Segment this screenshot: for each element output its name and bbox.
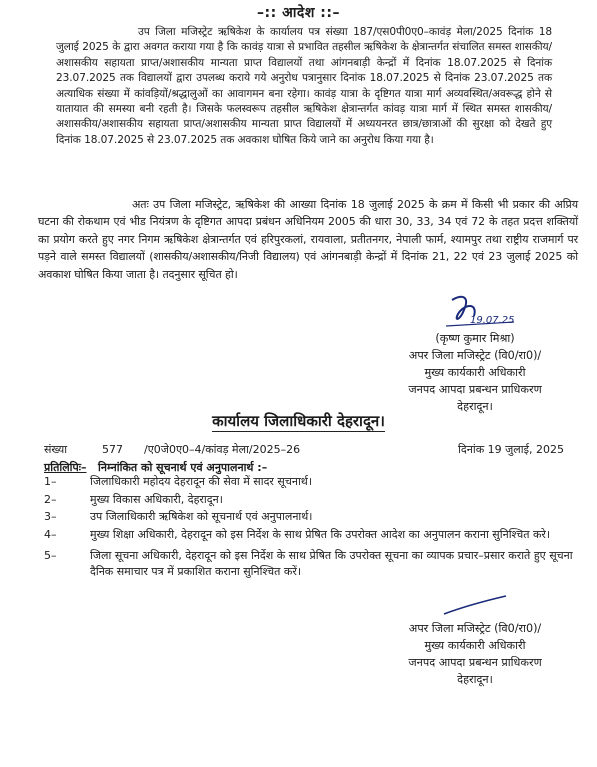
- list-item-text: मुख्य शिक्षा अधिकारी, देहरादून को इस निर्देश के साथ प्रेषित कि उपरोक्त आदेश का अनुपालन कराना सुनिश्चित करे।: [90, 527, 551, 541]
- reference-code: /ए0जे0ए0–4/कांवड़ मेला/2025–26: [144, 443, 301, 456]
- office-title: [0, 414, 597, 429]
- copy-to-text: निम्नांकित को सूचनार्थ एवं अनुपालनार्थ :–: [98, 461, 268, 474]
- recipient-list: [44, 474, 574, 582]
- list-item-number: 4–: [44, 527, 57, 541]
- list-item-number: 1–: [44, 475, 57, 488]
- signature-block-1: [360, 330, 590, 415]
- list-item: [44, 527, 574, 543]
- signatory-designation: अपर जिला मजिस्ट्रेट (वि0/रा0)/: [408, 622, 542, 635]
- reference-number: 577: [102, 443, 123, 456]
- signature-block-2: [360, 620, 590, 688]
- order-paragraph-2: अतः उप जिला मजिस्ट्रेट, ऋषिकेश की आख्या दिनांक 18 जुलाई 2025 के क्रम में किसी भी प्रकार की अप्रिय घटना की रोकथाम एवं भीड नियंत्रण के दृष्टिगत आपदा प्रबंधन अधिनियम 2005 की धारा 30, 33, 34 एवं 72 के तहत प्रदत्त शक्तियों का प्रयोग करते हुए नगर निगम ऋषिकेश क्षेत्रान्तर्गत एवं हरिपुरकलां, रायवाला, प्रतीतनगर, नेपाली फार्म, श्यामपुर तथा राष्ट्रीय राजमार्ग पर पड़ने वाले समस्त विद्यालयों (शासकीय/अशासकीय/निजी विद्यालय) एवं आंगनबाड़ी केन्द्रों में दिनांक 21, 22 एवं 23 जुलाई 2025 को अवकाश घोषित किया जाता है। तदनुसार सूचित हो।: [38, 198, 578, 281]
- list-item-text: उप जिलाधिकारी ऋषिकेश को सूचनार्थ एवं अनुपालनार्थ।: [90, 510, 313, 524]
- signatory-authority: जनपद आपदा प्रबन्धन प्राधिकरण: [408, 383, 542, 396]
- reference-date: दिनांक 19 जुलाई, 2025: [458, 443, 564, 456]
- order-heading: –:: आदेश ::–: [257, 5, 340, 21]
- list-item-number: 2–: [44, 492, 57, 506]
- reference-label: संख्या: [44, 443, 68, 456]
- pen-stroke-mark: [440, 594, 510, 618]
- signatory-place: देहरादून।: [457, 400, 493, 413]
- list-item: [44, 548, 574, 579]
- handwritten-signature: [440, 292, 520, 332]
- signatory-role: मुख्य कार्यकारी अधिकारी: [424, 366, 526, 379]
- order-paragraph-1: उप जिला मजिस्ट्रेट ऋषिकेश के कार्यालय पत्र संख्या 187/एस0पी0ए0–कावंड़ मेला/2025 दिनांक 18 जुलाई 2025 के द्वारा अवगत कराया गया है कि कावंड़ यात्रा से प्रभावित तहसील ऋषिकेश के क्षेत्रान्तर्गत संचालित समस्त शासकीय/अशासकीय सहायता प्राप्त/अशासकीय मान्यता प्राप्त विद्यालयों तथा आंगनबाड़ी केन्द्रों में दिनांक 18.07.2025 से दिनांक 23.07.2025 तक विद्यालयों द्वारा उपलब्ध कराये गये अनुरोध पत्रानुसार दिनांक 18.07.2025 से दिनांक 23.07.2025 तक अत्याधिक संख्या में कांवड़ियों/श्रद्धालुओं का आवागमन बना रहेगा। कावंड़ यात्रा के दृष्टिगत यात्रा मार्ग अव्यवस्थित/अवरूद्ध होने से यातायात की समस्या बनी रहती है। जिसके फलस्वरूप तहसील ऋषिकेश क्षेत्रान्तर्गत कांवड़ यात्रा मार्ग में स्थित समस्त शासकीय/अशासकीय/अशासकीय सहायता प्राप्त/अशासकीय मान्यता प्राप्त विद्यालयों में अध्ययनरत छात्र/छात्राओं की सुरक्षा को देखते हुए दिनांक 18.07.2025 से 23.07.2025 तक अवकाश घोषित किये जाने का अनुरोध किया गया है।: [56, 26, 552, 146]
- signatory-name: (कृष्ण कुमार मिश्रा): [435, 332, 515, 345]
- reference-line: [44, 442, 564, 458]
- signature-date: 19.07.25: [470, 315, 515, 326]
- signatory-authority: जनपद आपदा प्रबन्धन प्राधिकरण: [408, 656, 542, 669]
- list-item: [44, 492, 574, 508]
- list-item-text: जिलाधिकारी महोदय देहरादून की सेवा में सादर सूचनार्थ।: [90, 475, 312, 488]
- list-item-number: 3–: [44, 510, 57, 524]
- signatory-place: देहरादून।: [457, 673, 493, 686]
- signatory-designation: अपर जिला मजिस्ट्रेट (वि0/रा0)/: [408, 349, 542, 362]
- office-title-text: कार्यालय जिलाधिकारी देहरादून।: [212, 412, 385, 430]
- list-item-text: मुख्य विकास अधिकारी, देहरादून।: [90, 492, 223, 506]
- list-item-number: 5–: [44, 549, 57, 563]
- list-item: [44, 509, 574, 525]
- list-item: [44, 474, 574, 490]
- copy-to-label: प्रतिलिपिः–: [44, 461, 87, 474]
- signatory-role: मुख्य कार्यकारी अधिकारी: [424, 639, 526, 652]
- list-item-text: जिला सूचना अधिकारी, देहरादून को इस निर्देश के साथ प्रेषित कि उपरोक्त सूचना का व्यापक प्रचार–प्रसार कराते हुए सूचना दैनिक समाचार पत्र में प्रकाशित कराना सुनिश्चित करें।: [90, 549, 573, 578]
